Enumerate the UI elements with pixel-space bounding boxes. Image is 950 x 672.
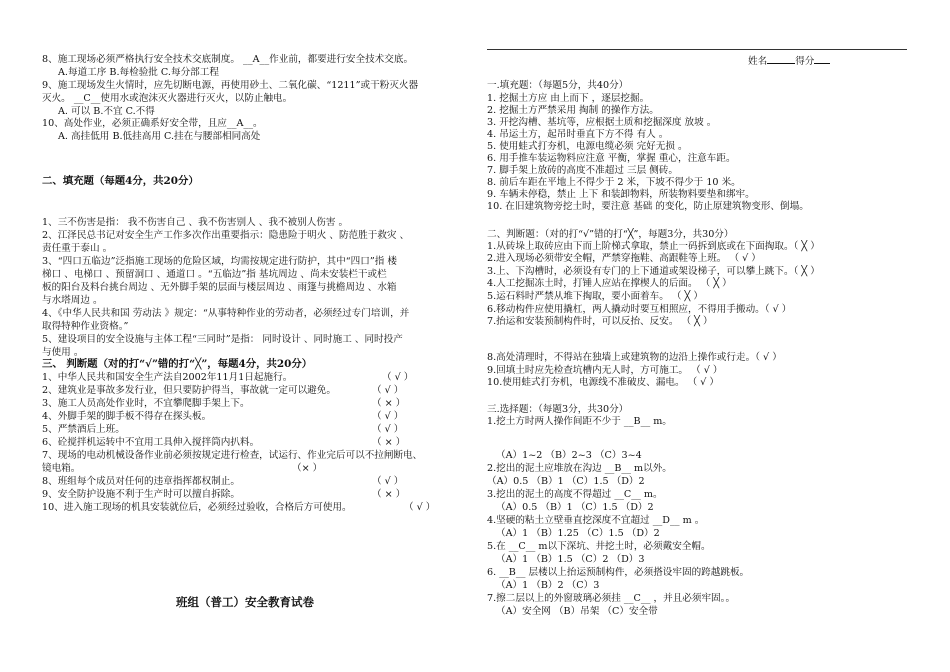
r-fill-10: 10. 在旧建筑物旁挖土时，要注意 基础 的变化，防止原建筑物变形、倒塌。 (487, 201, 809, 212)
r-choice-1-opts: （A）1~2 （B）2~3 （C）3~4 (496, 450, 642, 461)
judge-item: 镜电箱。 （× ） (42, 463, 323, 474)
judge-item: 8、班组每个成员对任何的违章指挥都权制止。 （ √ ） (42, 476, 404, 487)
q9-options: A. 可以 B.不宜 C.不得 (58, 106, 155, 117)
r-choice-4-opts: （A）1 （B）1.25 （C）1.5 （D）2 (496, 528, 660, 539)
r-judge-10: 10.使用蛙式打夯机，电源线不准破皮、漏电。 （ √ ） (487, 377, 719, 388)
r-choice-7: 7.擦二层以上的外窗玻璃必须挂 __C__ ，并且必须牢固。。 (487, 593, 736, 604)
q9-line2: 灭火。 __C__使用水或泡沫灭火器进行灭火，以防止触电。 (42, 93, 293, 104)
judge-item: 3、施工人员高处作业时，不宜攀爬脚手架上下。 （ × ） (42, 398, 406, 409)
fill-line-2: 2、江泽民总书记对安全生产工作多次作出重要指示：隐患险于明火 、防范胜于救灾 、 (42, 230, 410, 241)
r-choice-3: 3.挖出的泥土的高度不得超过 __C__ m。 (487, 489, 663, 500)
r-fill-3: 3. 开挖沟槽、基坑等，应根据土质和挖掘深度 放坡 。 (487, 117, 717, 128)
r-judge-8: 8.高处清理时，不得站在独墙上或建筑物的边沿上操作或行走。（ √ ） (487, 352, 782, 363)
r-choice-2-opts: （A）0.5 （B）1 （C）1.5 （D）2 (487, 476, 645, 487)
r-judge-6: 6.移动构件应使用撬杠，两人撬动时要互相照应，不得用手搬动。（ √ ） (487, 304, 792, 315)
fill-line-5: 梯口 、电梯口 、预留洞口 、通道口 。“五临边”指 基坑周边 、尚未安装栏干或栏 (42, 269, 387, 280)
r-section3-title: 三.选择题：（每题3分，共30分） (487, 404, 629, 415)
r-choice-1: 1.挖土方时两人操作间距不少于 __B__ m。 (487, 416, 672, 427)
section3-title: 三、 判断题（对的打“√”错的打“╳”，每题4分，共20分） (42, 358, 313, 370)
score-label: 得分 (795, 56, 815, 67)
judge-item: 6、砼搅拌机运转中不宜用工具伸入搅拌筒内扒料。 （ × ） (42, 437, 406, 448)
r-fill-6: 6. 用手推车装运物料应注意 平衡，掌握 重心，注意车距。 (487, 153, 736, 164)
r-choice-2: 2.挖出的泥土应堆放在沟边 __B__ m以外。 (487, 463, 672, 474)
r-choice-4: 4.坚硬的粘土立壁垂直挖深度不宜超过 __D__ m 。 (487, 515, 705, 526)
r-fill-1: 1. 挖掘土方应 由上而下 ，逐层挖掘。 (487, 93, 650, 104)
r-fill-4: 4. 吊运土方，起吊时垂直下方不得 有人 。 (487, 129, 669, 140)
q10-line1: 10、高处作业，必须正确系好安全带，且应__A__。 (42, 118, 263, 129)
judge-item: 5、严禁酒后上班。 （ √ ） (42, 424, 404, 435)
fill-line-3: 责任重于泰山 。 (42, 243, 113, 254)
fill-line-11: 与使用 。 (42, 347, 84, 358)
section2-title: 二、填充题（每题4分，共20分） (42, 175, 199, 187)
r-choice-6-opts: （A）1 （B）2 （C）3 (496, 580, 600, 591)
fill-line-1: 1、三不伤害是指： 我不伤害自己 、我不伤害别人 、我不被别人伤害 。 (42, 217, 349, 228)
judge-item: 2、建筑业是事故多发行业，但只要防护得当，事故就一定可以避免。 （ √ ） (42, 385, 404, 396)
r-choice-6: 6. __B__ 层楼以上抬运预制构件，必须搭设牢固的跨越跳板。 (487, 567, 750, 578)
r-fill-5: 5. 使用蛙式打夯机，电源电缆必须 完好无损 。 (487, 141, 688, 152)
fill-line-6: 板的阳台及料台挑台周边 、无外脚手架的层面与楼层周边 、雨篷与挑檐周边 、水箱 (42, 282, 397, 293)
r-section2-title: 二、判断题：（对的打“√”错的打“╳”，每题3分，共30分） (487, 229, 734, 240)
r-choice-3-opts: （A）0.5 （B）1 （C）1.5 （D）2 (496, 502, 654, 513)
r-choice-5: 5.在 __C__ m以下深坑、井挖土时，必须戴安全帽。 (487, 541, 711, 552)
r-section1-title: 一.填充题：（每题5分，共40分） (487, 80, 629, 91)
fill-line-7: 与水塔周边 。 (42, 295, 103, 306)
judge-item: 7、现场的电动机械设备作业前必须按规定进行检查，试运行、作业完后可以不拉闸断电、 (42, 450, 423, 461)
fill-line-8: 4、《中华人民共和国 劳动法 》规定：“从事特种作业的劳动者，必须经过专门培训，并 (42, 308, 410, 319)
fill-line-10: 5、建设项目的安全设施与主体工程“三同时”是指： 同时设计 、同时施工 、同时投产 (42, 334, 403, 345)
header-rule (487, 49, 907, 50)
judge-item: 4、外脚手架的脚手板不得存在探头板。 （ √ ） (42, 411, 404, 422)
r-fill-8: 8. 前后车距在平地上不得少于 2 米，下坡不得少于 10 米。 (487, 177, 741, 188)
r-choice-5-opts: （A）1 （B）1.5 （C）2 （D）3 (496, 554, 645, 565)
r-judge-3: 3.上、下沟槽时，必须设有专门的上下通道或架设梯子，可以攀上跳下。（ ╳ ） (487, 266, 820, 277)
fill-line-4: 3、“四口五临边”泛指施工现场的危险区域，均需按规定进行防护，其中“四口”指 楼 (42, 256, 397, 267)
r-judge-1: 1.从砖垛上取砖应由下而上阶梯式拿取，禁止一码拆到底或在下面掏取。（ ╳ ） (487, 241, 820, 252)
r-judge-2: 2.进入现场必须带安全帽，严禁穿拖鞋、高跟鞋等上班。 （ √ ） (487, 253, 761, 264)
q8-line1: 8、施工现场必须严格执行安全技术交底制度。 __A__作业前，都要进行安全技术交底。 (42, 54, 414, 65)
r-judge-4: 4.人工挖掘冻土时，打锤人应站在撑楔人的后面。 （ ╳ ） (487, 278, 732, 289)
name-score-line (748, 54, 830, 68)
fill-line-9: 取得特种作业资格。” (42, 321, 129, 332)
score-field[interactable] (814, 54, 830, 64)
r-judge-7: 7.抬运和安装预制构件时，可以反抬、反安。 （ ╳ ） (487, 316, 713, 327)
judge-item: 1、中华人民共和国安全生产法自2002年11月1日起施行。 （ √ ） (42, 372, 414, 383)
r-fill-2: 2. 挖掘土方严禁采用 掏制 的操作方法。 (487, 105, 659, 116)
judge-item: 9、安全防护设施不利于生产时可以擅自拆除。 （ × ） (42, 489, 406, 500)
r-judge-5: 5.运石料时严禁从堆下掏取，要小面着车。 （ ╳ ） (487, 291, 703, 302)
r-fill-9: 9. 车辆未停稳，禁止 上下 和装卸物料，所装物料要垫和绑牢。 (487, 189, 755, 200)
name-field[interactable] (767, 54, 795, 64)
name-label: 姓名 (748, 56, 768, 67)
q9-line1: 9、施工现场发生火情时，应先切断电源，再使用砂土、二氧化碳、“1211”或干粉灭火器 (42, 80, 419, 91)
footer-title: 班组（普工）安全教育试卷 (176, 595, 314, 609)
q10-options: A. 高挂低用 B.低挂高用 C.挂在与腰部相同高处 (58, 131, 261, 142)
judge-item: 10、进入施工现场的机具安装就位后，必须经过验收，合格后方可使用。 （ √ ） (42, 502, 436, 513)
q8-options: A.每道工序 B.每检验批 C.每分部工程 (58, 67, 219, 78)
r-choice-7-opts: （A）安全网 （B）吊架 （C）安全带 (496, 606, 658, 617)
r-fill-7: 7. 脚手架上放砖的高度不准超过 三层 侧砖。 (487, 165, 678, 176)
r-judge-9: 9.回填土时应先检查坑槽内无人时，方可施工。 （ √ ） (487, 365, 723, 376)
